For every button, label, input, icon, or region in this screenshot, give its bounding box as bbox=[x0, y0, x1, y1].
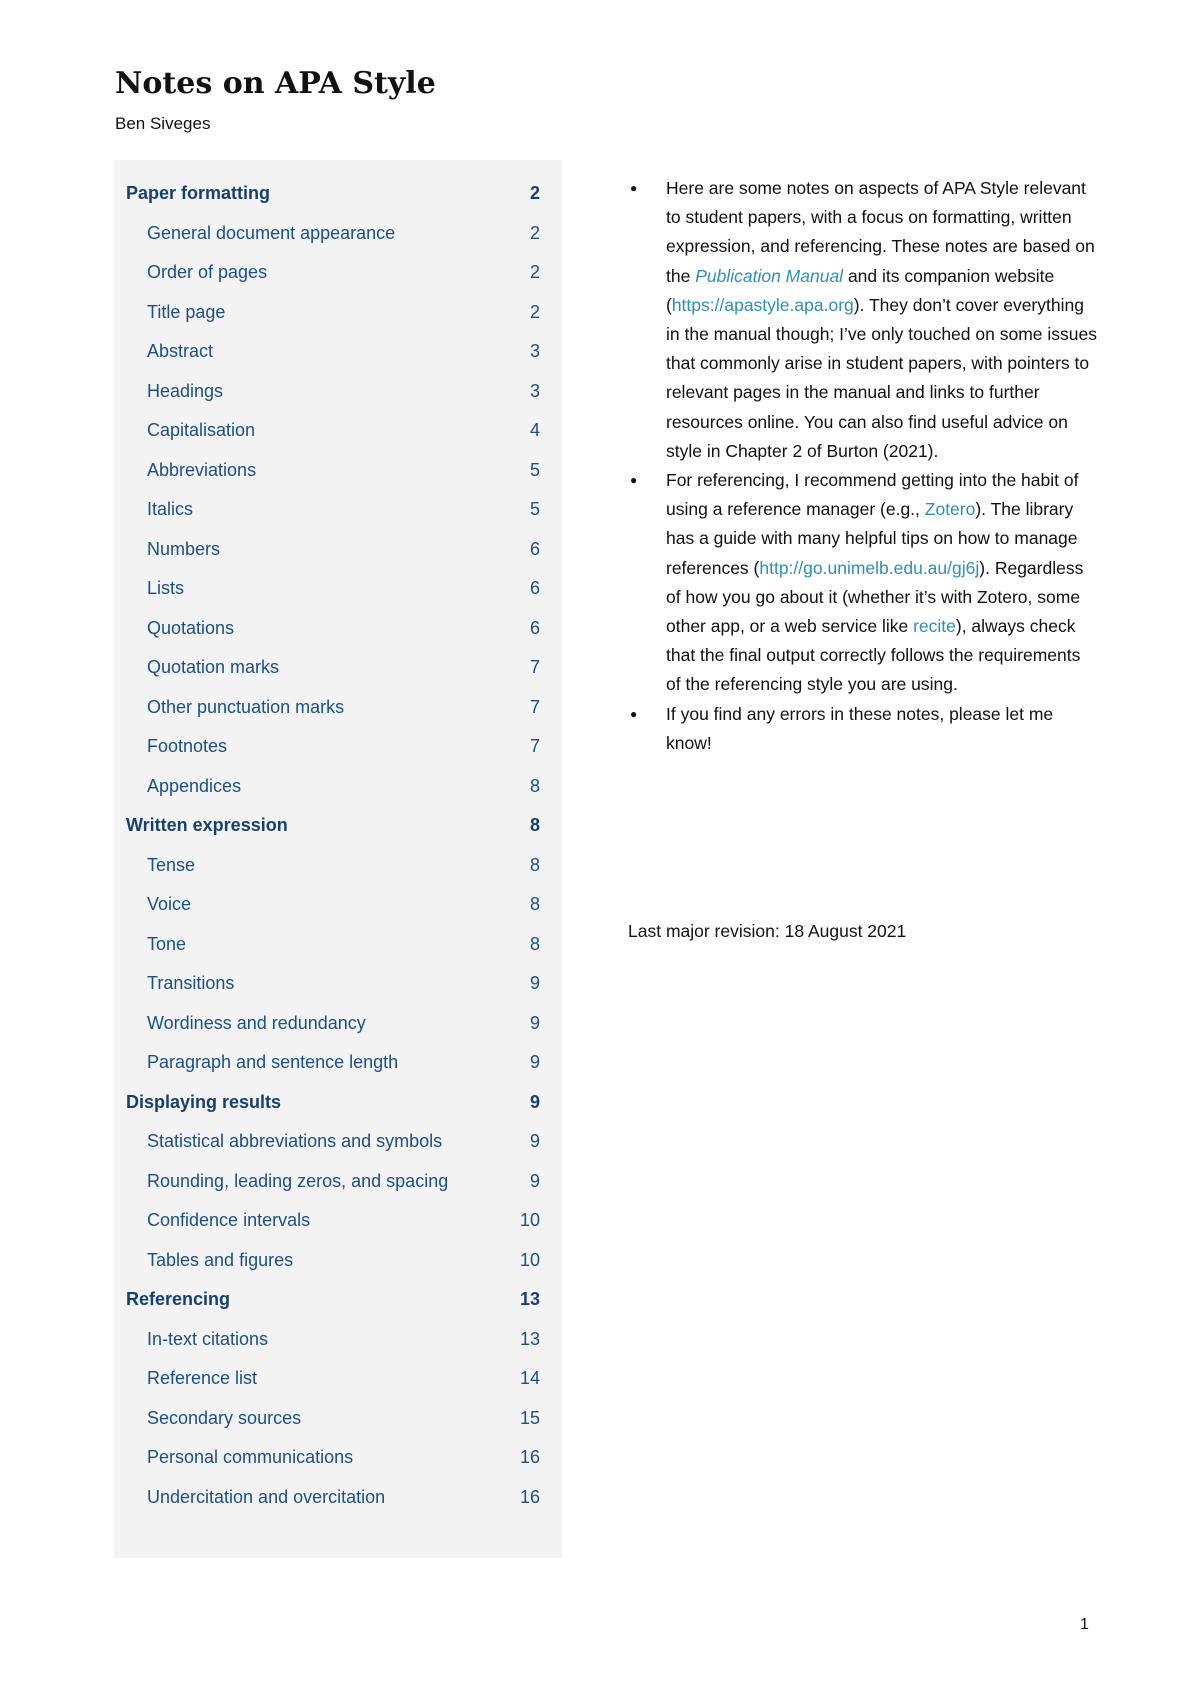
toc-subsection-link[interactable] bbox=[114, 451, 562, 491]
toc-subsection-link[interactable] bbox=[114, 1320, 562, 1360]
toc-subsection-link[interactable] bbox=[114, 1478, 562, 1518]
toc-page-number: 16 bbox=[519, 1486, 540, 1507]
toc-page-number: 9 bbox=[529, 1012, 540, 1033]
toc-subsection-link[interactable] bbox=[114, 253, 562, 293]
toc-page-number: 10 bbox=[519, 1210, 540, 1231]
toc-page-number: 4 bbox=[529, 420, 540, 441]
toc-entry-label: Wordiness and redundancy bbox=[147, 1012, 366, 1033]
toc-entry-label: Secondary sources bbox=[147, 1407, 302, 1428]
toc-entry-label: Reference list bbox=[147, 1368, 258, 1389]
intro-notes bbox=[628, 174, 1098, 758]
toc-entry-label: Tense bbox=[147, 854, 196, 875]
publication-manual-link[interactable]: Publication Manual bbox=[695, 265, 844, 286]
toc-subsection-link[interactable] bbox=[114, 1201, 562, 1241]
toc-subsection-link[interactable] bbox=[114, 688, 562, 728]
list-item bbox=[628, 700, 1098, 758]
toc-page-number: 9 bbox=[529, 1170, 540, 1191]
toc-entry-label: Rounding, leading zeros, and spacing bbox=[147, 1170, 449, 1191]
toc-subsection-link[interactable] bbox=[114, 846, 562, 886]
toc-subsection-link[interactable] bbox=[114, 1043, 562, 1083]
toc-entry-label: Tone bbox=[147, 933, 187, 954]
toc-subsection-link[interactable] bbox=[114, 332, 562, 372]
toc-subsection-link[interactable] bbox=[114, 372, 562, 412]
toc-subsection-link[interactable] bbox=[114, 1399, 562, 1439]
toc-subsection-link[interactable] bbox=[114, 964, 562, 1004]
table-of-contents bbox=[114, 160, 562, 1558]
toc-entry-label: Appendices bbox=[147, 775, 242, 796]
toc-entry-label: General document appearance bbox=[147, 222, 396, 243]
toc-entry-label: Abbreviations bbox=[147, 459, 257, 480]
toc-subsection-link[interactable] bbox=[114, 214, 562, 254]
toc-subsection-link[interactable] bbox=[114, 925, 562, 965]
toc-entry-label: Displaying results bbox=[126, 1091, 282, 1112]
library-guide-link[interactable]: http://go.unimelb.edu.au/gj6j bbox=[759, 557, 980, 578]
toc-entry-label: Undercitation and overcitation bbox=[147, 1486, 386, 1507]
toc-subsection-link[interactable] bbox=[114, 411, 562, 451]
bullet-text: If you find any errors in these notes, please let me know! bbox=[666, 703, 1054, 753]
toc-list bbox=[114, 160, 562, 1517]
bullet-text: ). The library has a guide with many helpful tips on how to manage references ( bbox=[666, 499, 1078, 578]
toc-entry-label: Paragraph and sentence length bbox=[147, 1052, 399, 1073]
revision-date: Last major revision: 18 August 2021 bbox=[628, 921, 907, 941]
toc-subsection-link[interactable] bbox=[114, 1359, 562, 1399]
intro-bullet-list bbox=[628, 174, 1098, 758]
toc-entry-label: Quotations bbox=[147, 617, 235, 638]
toc-section-link[interactable] bbox=[114, 174, 562, 214]
toc-subsection-link[interactable] bbox=[114, 1162, 562, 1202]
bullet-text: ), always check that the final output correctly follows the requirements of the referencing style you are using. bbox=[666, 616, 1081, 695]
toc-entry-label: Other punctuation marks bbox=[147, 696, 345, 717]
toc-subsection-link[interactable] bbox=[114, 1241, 562, 1281]
apastyle-website-link[interactable]: https://apastyle.apa.org bbox=[671, 294, 854, 315]
toc-page-number: 7 bbox=[529, 696, 540, 717]
toc-page-number: 8 bbox=[529, 854, 540, 875]
toc-page-number: 2 bbox=[529, 301, 540, 322]
bullet-text: For referencing, I recommend getting into the habit of using a reference manager (e.g., bbox=[666, 470, 1079, 520]
toc-page-number: 2 bbox=[529, 183, 540, 204]
toc-entry-label: Confidence intervals bbox=[147, 1210, 311, 1231]
toc-entry-label: Referencing bbox=[126, 1289, 231, 1310]
toc-page-number: 5 bbox=[529, 459, 540, 480]
toc-section-link[interactable] bbox=[114, 806, 562, 846]
toc-subsection-link[interactable] bbox=[114, 727, 562, 767]
bullet-text: ). They don’t cover everything in the manual though; I’ve only touched on some issues that commonly arise in student papers, with pointers to relevant pages in the manual and links to further resources online. You can also find useful advice on style in Chapter 2 of Burton (2021). bbox=[666, 294, 1097, 461]
toc-entry-label: Voice bbox=[147, 894, 192, 915]
toc-page-number: 5 bbox=[529, 499, 540, 520]
toc-page-number: 6 bbox=[529, 538, 540, 559]
toc-subsection-link[interactable] bbox=[114, 1438, 562, 1478]
toc-entry-label: Quotation marks bbox=[147, 657, 280, 678]
toc-page-number: 9 bbox=[529, 1091, 540, 1112]
toc-section-link[interactable] bbox=[114, 1083, 562, 1123]
toc-page-number: 7 bbox=[529, 736, 540, 757]
toc-page-number: 13 bbox=[519, 1328, 540, 1349]
toc-entry-label: In-text citations bbox=[147, 1328, 269, 1349]
toc-page-number: 8 bbox=[529, 815, 540, 836]
toc-entry-label: Title page bbox=[147, 301, 226, 322]
page-number: 1 bbox=[1080, 1616, 1089, 1633]
toc-page-number: 13 bbox=[519, 1289, 540, 1310]
toc-page-number: 16 bbox=[519, 1447, 540, 1468]
recite-link[interactable]: recite bbox=[913, 616, 956, 637]
toc-entry-label: Order of pages bbox=[147, 262, 268, 283]
toc-page-number: 8 bbox=[529, 933, 540, 954]
toc-page-number: 7 bbox=[529, 657, 540, 678]
toc-entry-label: Lists bbox=[147, 578, 185, 599]
bullet-text: Here are some notes on aspects of APA Style relevant to student papers, with a focus on formatting, written expression, and referencing. These notes are based on the bbox=[666, 178, 1095, 286]
list-item bbox=[628, 466, 1098, 700]
toc-subsection-link[interactable] bbox=[114, 569, 562, 609]
toc-page-number: 6 bbox=[529, 578, 540, 599]
toc-page-number: 2 bbox=[529, 262, 540, 283]
toc-page-number: 3 bbox=[529, 380, 540, 401]
toc-entry-label: Personal communications bbox=[147, 1447, 354, 1468]
toc-entry-label: Paper formatting bbox=[126, 183, 271, 204]
toc-entry-label: Capitalisation bbox=[147, 420, 256, 441]
toc-page-number: 6 bbox=[529, 617, 540, 638]
toc-page-number: 3 bbox=[529, 341, 540, 362]
toc-subsection-link[interactable] bbox=[114, 609, 562, 649]
toc-page-number: 9 bbox=[529, 973, 540, 994]
toc-page-number: 2 bbox=[529, 222, 540, 243]
toc-page-number: 9 bbox=[529, 1052, 540, 1073]
toc-subsection-link[interactable] bbox=[114, 648, 562, 688]
toc-entry-label: Abstract bbox=[147, 341, 214, 362]
author-name: Ben Siveges bbox=[115, 114, 211, 133]
toc-page-number: 8 bbox=[529, 894, 540, 915]
toc-entry-label: Footnotes bbox=[147, 736, 228, 757]
toc-page-number: 15 bbox=[519, 1407, 540, 1428]
toc-page-number: 14 bbox=[519, 1368, 540, 1389]
toc-entry-label: Tables and figures bbox=[147, 1249, 294, 1270]
toc-entry-label: Headings bbox=[147, 380, 224, 401]
toc-page-number: 9 bbox=[529, 1131, 540, 1152]
toc-entry-label: Transitions bbox=[147, 973, 235, 994]
toc-subsection-link[interactable] bbox=[114, 1122, 562, 1162]
toc-entry-label: Numbers bbox=[147, 538, 221, 559]
toc-entry-label: Written expression bbox=[126, 815, 288, 836]
bullet-text: ). Regardless of how you go about it (whether it’s with Zotero, some other app, or a web service like bbox=[666, 557, 1084, 637]
bullet-text: and its companion website ( bbox=[666, 265, 1055, 315]
list-item bbox=[628, 174, 1098, 466]
toc-subsection-link[interactable] bbox=[114, 885, 562, 925]
toc-section-link[interactable] bbox=[114, 1280, 562, 1320]
zotero-link[interactable]: Zotero bbox=[924, 499, 976, 520]
toc-entry-label: Statistical abbreviations and symbols bbox=[147, 1131, 443, 1152]
toc-page-number: 10 bbox=[519, 1249, 540, 1270]
toc-subsection-link[interactable] bbox=[114, 530, 562, 570]
toc-entry-label: Italics bbox=[147, 499, 194, 520]
toc-subsection-link[interactable] bbox=[114, 490, 562, 530]
toc-subsection-link[interactable] bbox=[114, 293, 562, 333]
toc-subsection-link[interactable] bbox=[114, 1004, 562, 1044]
page-title: Notes on APA Style bbox=[115, 66, 436, 101]
toc-page-number: 8 bbox=[529, 775, 540, 796]
toc-subsection-link[interactable] bbox=[114, 767, 562, 807]
